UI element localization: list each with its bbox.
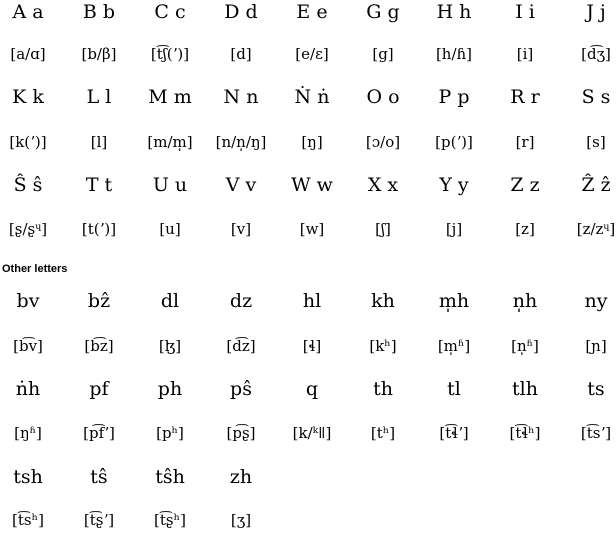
ipa-cell: [b͡v]	[13, 337, 43, 355]
ipa-row	[0, 44, 616, 84]
letter-cell: tŝh	[155, 466, 185, 488]
ipa-cell: [kʰ]	[369, 337, 397, 355]
letter-cell: I i	[515, 1, 535, 23]
letter-cell: T t	[85, 174, 113, 196]
ipa-cell: [h/ɦ]	[435, 45, 473, 63]
letter-cell: B b	[82, 1, 116, 23]
ipa-cell: [t͡ɬʼ]	[439, 424, 469, 442]
ipa-cell: [t͡ɬʰ]	[509, 424, 541, 442]
ipa-cell: [ɲ]	[585, 337, 607, 355]
ipa-cell: [t͡sʰ]	[12, 511, 44, 529]
ipa-cell: [ɮ]	[158, 337, 182, 355]
letter-cell: O o	[366, 86, 400, 108]
letter-row	[0, 289, 616, 329]
ipa-cell: [s]	[586, 133, 606, 151]
other-letters-heading: Other letters	[2, 263, 68, 275]
letter-cell: L l	[86, 86, 112, 108]
letter-cell: ny	[584, 290, 608, 312]
ipa-row	[0, 336, 616, 376]
ipa-cell: [i]	[516, 45, 534, 63]
ipa-cell: [g]	[372, 45, 394, 63]
ipa-cell: [b͡z]	[84, 337, 114, 355]
letter-cell: M m	[148, 86, 192, 108]
letter-cell: K k	[12, 86, 44, 108]
ipa-row	[0, 423, 616, 463]
letter-cell: Y y	[439, 174, 469, 196]
letter-row	[0, 85, 616, 125]
letter-cell: n̩h	[512, 290, 538, 312]
letter-cell: zh	[229, 466, 253, 488]
letter-cell: ṅh	[15, 378, 41, 400]
ipa-cell: [t(ʼ)]	[81, 220, 117, 238]
ipa-cell: [ʂ/ʂᶣ]	[8, 220, 48, 238]
ipa-cell: [pʰ]	[156, 424, 184, 442]
letter-cell: tl	[447, 378, 461, 400]
letter-cell: Ṅ ṅ	[294, 86, 330, 108]
ipa-cell: [z]	[515, 220, 535, 238]
ipa-cell: [r]	[515, 133, 535, 151]
letter-cell: P p	[438, 86, 470, 108]
ipa-cell: [p͡ʂ]	[226, 424, 256, 442]
ipa-cell: [j]	[445, 220, 463, 238]
letter-cell: kh	[371, 290, 395, 312]
ipa-row	[0, 132, 616, 172]
ipa-cell: [ʒ]	[230, 511, 252, 529]
ipa-cell: [t͡sʼ]	[580, 424, 612, 442]
ipa-cell: [tʰ]	[370, 424, 396, 442]
letter-cell: pf	[89, 378, 109, 400]
letter-cell: X x	[367, 174, 399, 196]
letter-cell: ts	[587, 378, 605, 400]
ipa-cell: [e/ɛ]	[295, 45, 329, 63]
letter-cell: hl	[302, 290, 322, 312]
letter-cell: H h	[436, 1, 472, 23]
letter-cell: Z z	[510, 174, 540, 196]
letter-cell: m̩h	[438, 290, 470, 312]
letter-cell: N n	[223, 86, 259, 108]
letter-cell: pŝ	[230, 378, 252, 400]
ipa-cell: [n̩ʱ]	[511, 337, 539, 355]
ipa-cell: [a/ɑ]	[10, 45, 46, 63]
letter-row	[0, 377, 616, 417]
ipa-cell: [m̩ʱ]	[437, 337, 471, 355]
ipa-cell: [d]	[230, 45, 252, 63]
letter-cell: J j	[586, 1, 606, 23]
ipa-cell: [t͡ʂʰ]	[154, 511, 186, 529]
letter-cell: ph	[157, 378, 183, 400]
letter-cell: tŝ	[90, 466, 108, 488]
letter-cell: G g	[366, 1, 400, 23]
ipa-cell: [ɬ]	[302, 337, 322, 355]
ipa-cell: [d͡ʒ]	[581, 45, 611, 63]
letter-row	[0, 173, 616, 213]
ipa-cell: [t͡ʃ(ʼ)]	[150, 45, 190, 63]
ipa-cell: [v]	[230, 220, 252, 238]
letter-cell: W w	[291, 174, 333, 196]
letter-cell: dz	[229, 290, 253, 312]
letter-cell: A a	[12, 1, 44, 23]
ipa-cell: [d͡z]	[226, 337, 256, 355]
ipa-row	[0, 219, 616, 259]
ipa-cell: [ŋʱ]	[14, 424, 42, 442]
letter-cell: bv	[16, 290, 40, 312]
letter-cell: R r	[510, 86, 540, 108]
ipa-cell: [p(ʼ)]	[435, 133, 473, 151]
ipa-cell: [l]	[90, 133, 108, 151]
letter-cell: bẑ	[87, 290, 111, 312]
ipa-cell: [k(ʼ)]	[9, 133, 47, 151]
ipa-cell: [n/n̩/ŋ]	[215, 133, 267, 151]
ipa-cell: [m/m̩]	[147, 133, 193, 151]
letter-row	[0, 465, 616, 505]
letter-cell: Ẑ ẑ	[581, 174, 611, 196]
ipa-cell: [ʃ]	[375, 220, 391, 238]
letter-cell: S s	[581, 86, 611, 108]
letter-cell: Ŝ ŝ	[13, 174, 43, 196]
letter-cell: tsh	[13, 466, 43, 488]
ipa-cell: [z/zᶣ]	[576, 220, 616, 238]
ipa-row	[0, 510, 616, 550]
letter-cell: q	[305, 378, 319, 400]
letter-cell: C c	[154, 1, 186, 23]
ipa-cell: [w]	[299, 220, 325, 238]
ipa-cell: [t͡ʂʼ]	[83, 511, 115, 529]
letter-cell: V v	[225, 174, 257, 196]
letter-cell: U u	[152, 174, 188, 196]
letter-cell: E e	[296, 1, 328, 23]
letter-cell: D d	[224, 1, 258, 23]
ipa-cell: [k/ᵏǁ]	[292, 424, 332, 442]
ipa-cell: [b/β]	[81, 45, 117, 63]
ipa-cell: [ŋ]	[301, 133, 323, 151]
letter-cell: th	[373, 378, 393, 400]
ipa-cell: [u]	[159, 220, 181, 238]
letter-row	[0, 0, 616, 40]
ipa-cell: [ɔ/o]	[365, 133, 401, 151]
letter-cell: dl	[160, 290, 180, 312]
ipa-cell: [p͡fʼ]	[83, 424, 115, 442]
letter-cell: tlh	[512, 378, 538, 400]
